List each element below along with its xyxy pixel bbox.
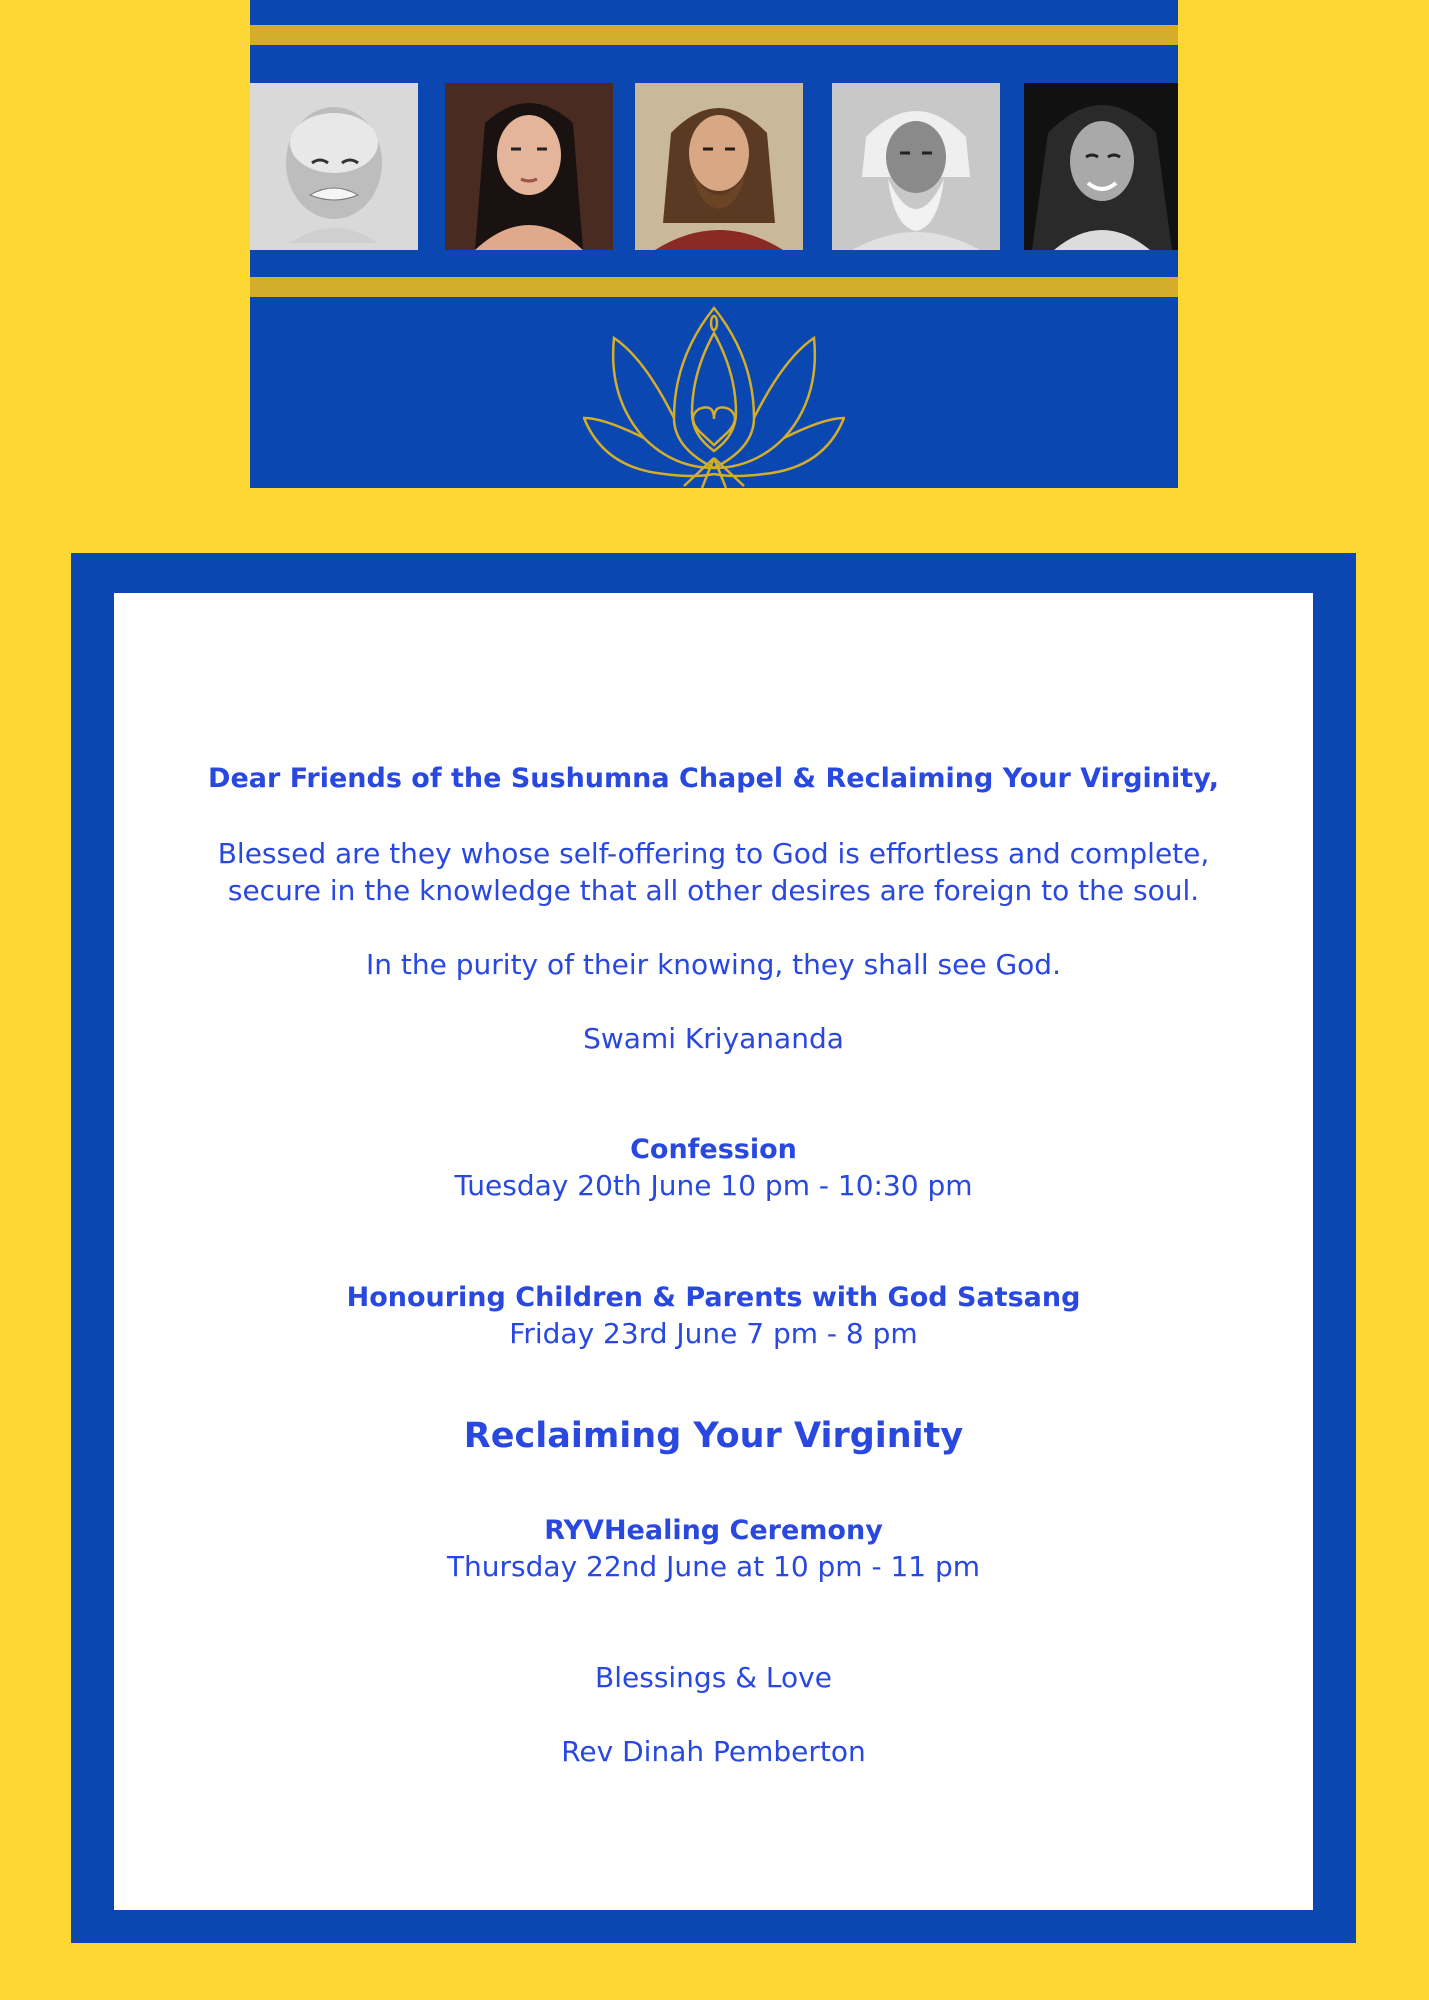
event-title-satsang: Honouring Children & Parents with God Satsang xyxy=(346,1282,1081,1313)
gold-stripe-top xyxy=(250,25,1178,45)
letter-frame xyxy=(71,553,1356,1943)
quote-line-3: In the purity of their knowing, they shall see God. xyxy=(366,948,1061,981)
quote-line-2: secure in the knowledge that all other desires are foreign to the soul. xyxy=(227,874,1200,907)
signature: Rev Dinah Pemberton xyxy=(561,1735,866,1768)
quote-line-1: Blessed are they whose self-offering to God is effortless and complete, xyxy=(217,837,1210,870)
lotus-icon xyxy=(583,303,845,492)
portrait-5 xyxy=(1024,83,1178,250)
portrait-1 xyxy=(250,83,418,250)
gold-stripe-bottom xyxy=(250,277,1178,297)
quote-author: Swami Kriyananda xyxy=(583,1022,844,1055)
header-banner xyxy=(250,0,1178,488)
letter-card xyxy=(114,593,1313,1910)
greeting: Dear Friends of the Sushumna Chapel & Reclaiming Your Virginity, xyxy=(208,763,1219,794)
portrait-4 xyxy=(832,83,1000,250)
event-title-confession: Confession xyxy=(630,1134,797,1165)
closing: Blessings & Love xyxy=(595,1661,832,1694)
event-time-satsang: Friday 23rd June 7 pm - 8 pm xyxy=(509,1317,918,1350)
portrait-3 xyxy=(635,83,803,250)
portrait-2 xyxy=(445,83,613,250)
event-time-healing: Thursday 22nd June at 10 pm - 11 pm xyxy=(446,1550,981,1583)
event-title-healing: RYVHealing Ceremony xyxy=(544,1515,883,1546)
section-heading: Reclaiming Your Virginity xyxy=(463,1416,964,1456)
event-time-confession: Tuesday 20th June 10 pm - 10:30 pm xyxy=(454,1169,973,1202)
